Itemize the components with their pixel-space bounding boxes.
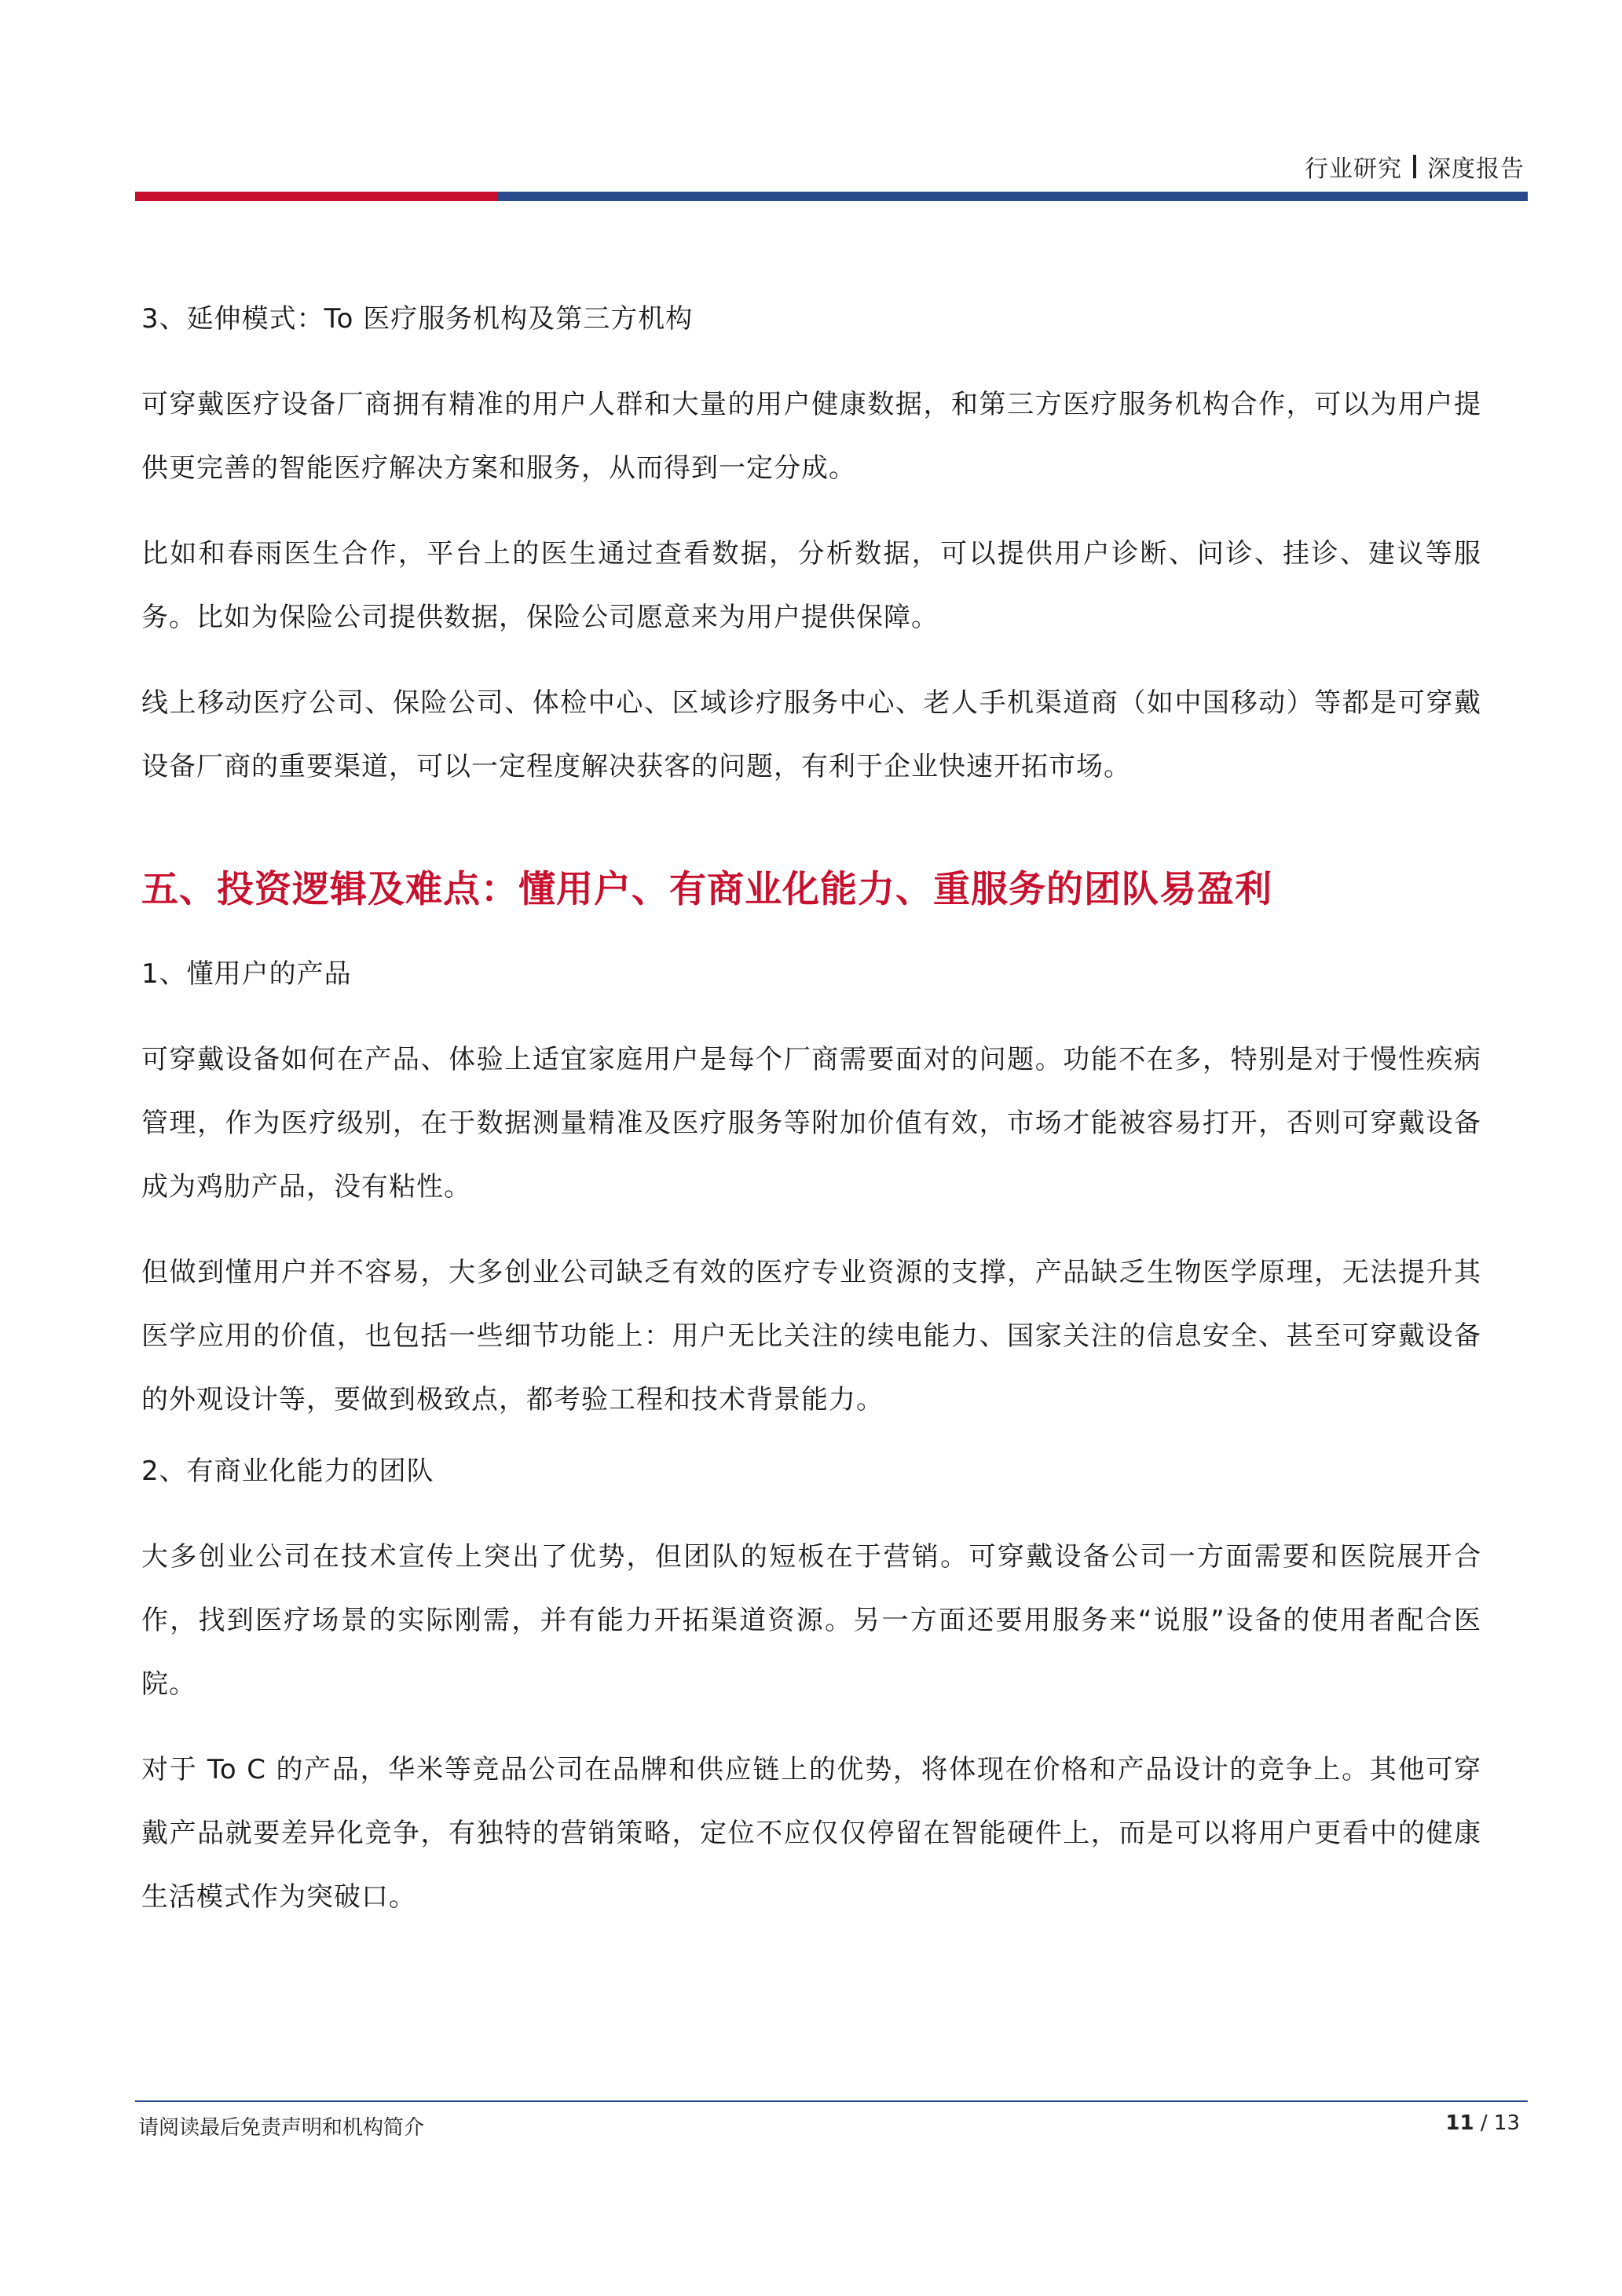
header-rule bbox=[135, 192, 1528, 201]
section-title: 五、投资逻辑及难点：懂用户、有商业化能力、重服务的团队易盈利 bbox=[141, 868, 1272, 911]
subhead-user-product: 1、懂用户的产品 bbox=[141, 958, 352, 990]
subhead-commercial-team: 2、有商业化能力的团队 bbox=[141, 1456, 434, 1487]
paragraph: 对于 To C 的产品，华米等竞品公司在品牌和供应链上的优势，将体现在价格和产品设计的竞争上。其他可穿戴产品就要差异化竞争，有独特的营销策略，定位不应仅仅停留在智能硬件上，而是可以将用户更看中的健康生活模式作为突破口。 bbox=[141, 1754, 1481, 1913]
page-separator: / bbox=[1474, 2111, 1494, 2135]
paragraph: 比如和春雨医生合作，平台上的医生通过查看数据，分析数据，可以提供用户诊断、问诊、挂诊、建议等服务。比如为保险公司提供数据，保险公司愿意来为用户提供保障。 bbox=[141, 538, 1481, 633]
paragraph: 可穿戴设备如何在产品、体验上适宜家庭用户是每个厂商需要面对的问题。功能不在多，特别是对于慢性疾病管理，作为医疗级别，在于数据测量精准及医疗服务等附加价值有效，市场才能被容易打开，否则可穿戴设备成为鸡肋产品，没有粘性。 bbox=[141, 1044, 1481, 1203]
header-separator bbox=[1413, 155, 1416, 178]
header-rule-red bbox=[135, 192, 498, 201]
paragraph: 可穿戴医疗设备厂商拥有精准的用户人群和大量的用户健康数据，和第三方医疗服务机构合作，可以为用户提供更完善的智能医疗解决方案和服务，从而得到一定分成。 bbox=[141, 389, 1481, 484]
paragraph: 线上移动医疗公司、保险公司、体检中心、区域诊疗服务中心、老人手机渠道商（如中国移动）等都是可穿戴设备厂商的重要渠道，可以一定程度解决获客的问题，有利于企业快速开拓市场。 bbox=[141, 687, 1481, 782]
subhead-extension-mode: 3、延伸模式：To 医疗服务机构及第三方机构 bbox=[141, 303, 694, 335]
page-current: 11 bbox=[1445, 2111, 1474, 2135]
paragraph: 但做到懂用户并不容易，大多创业公司缺乏有效的医疗专业资源的支撑，产品缺乏生物医学原理，无法提升其医学应用的价值，也包括一些细节功能上：用户无比关注的续电能力、国家关注的信息安全、甚至可穿戴设备的外观设计等，要做到极致点，都考验工程和技术背景能力。 bbox=[141, 1257, 1481, 1415]
header-title bbox=[1305, 149, 1525, 184]
footer-rule bbox=[135, 2100, 1528, 2102]
page-total: 13 bbox=[1493, 2111, 1520, 2135]
header-category: 行业研究 bbox=[1305, 156, 1402, 183]
footer-disclaimer: 请阅读最后免责声明和机构简介 bbox=[138, 2116, 425, 2140]
header-report-type: 深度报告 bbox=[1427, 156, 1525, 183]
header-rule-blue bbox=[498, 192, 1528, 201]
page-number bbox=[1445, 2111, 1520, 2135]
main-content bbox=[141, 302, 1481, 1951]
paragraph: 大多创业公司在技术宣传上突出了优势，但团队的短板在于营销。可穿戴设备公司一方面需要和医院展开合作，找到医疗场景的实际刚需，并有能力开拓渠道资源。另一方面还要用服务来“说服”设备的使用者配合医院。 bbox=[141, 1541, 1481, 1700]
